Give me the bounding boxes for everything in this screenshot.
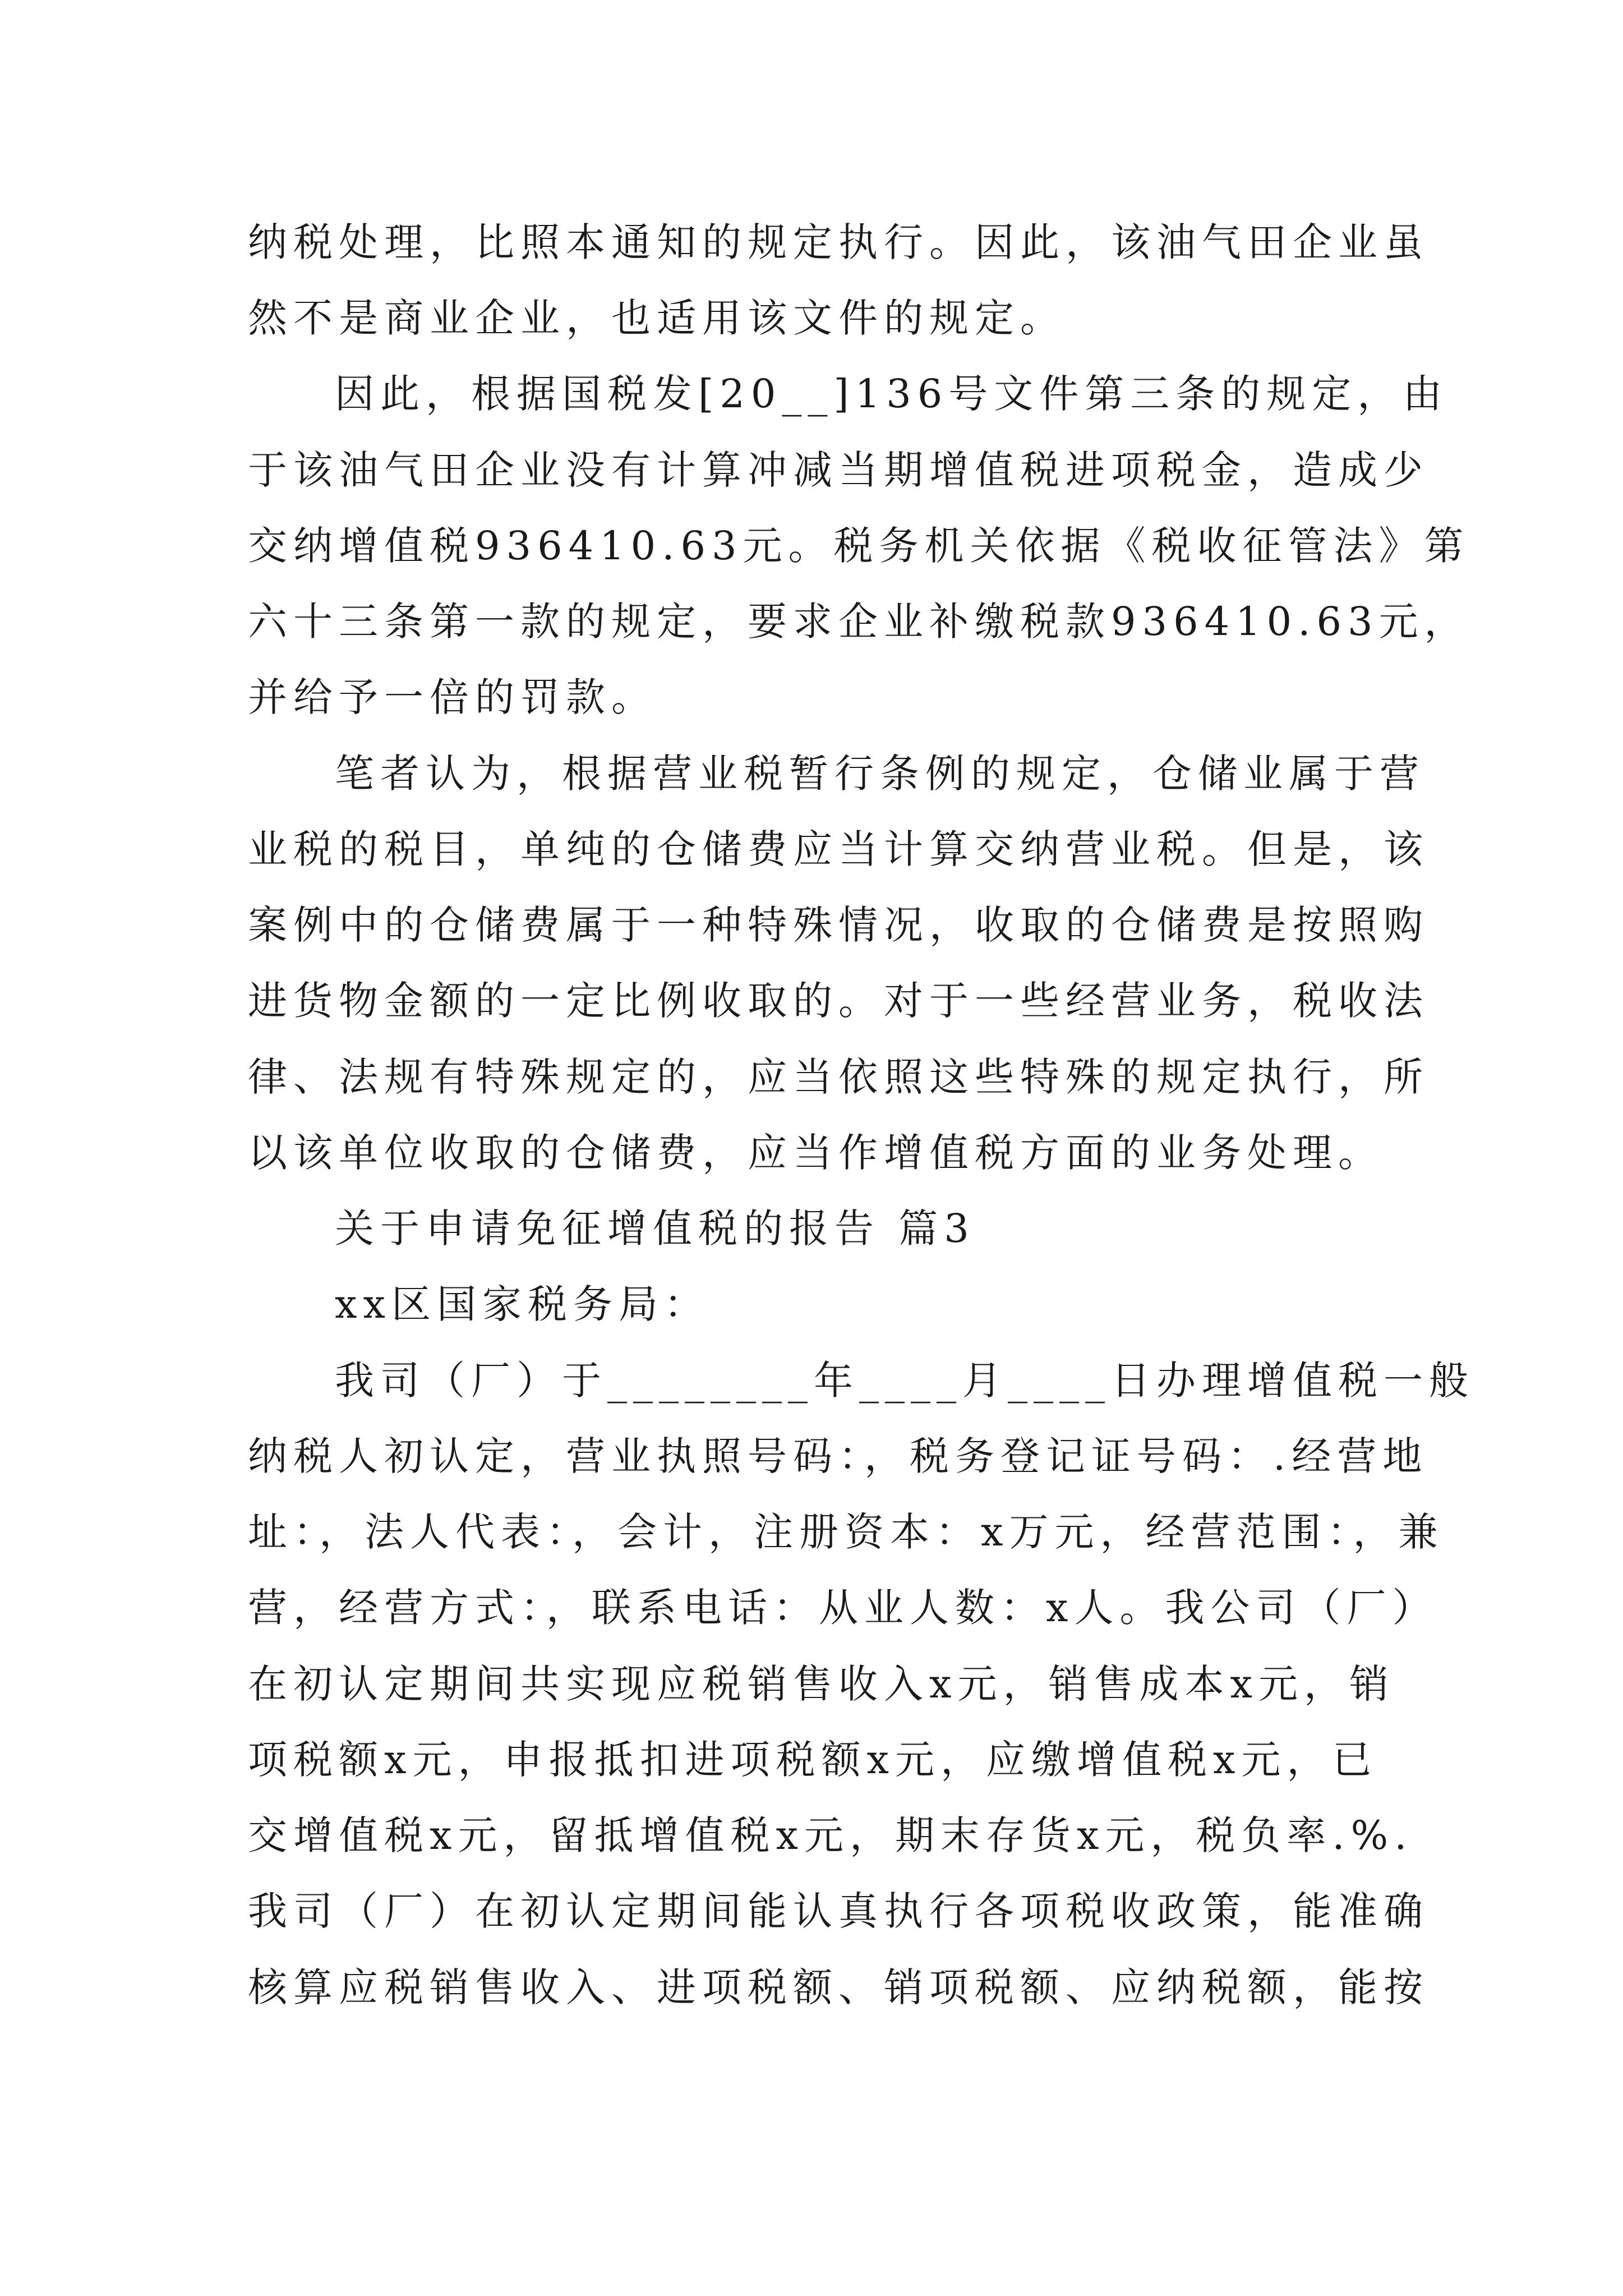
line-text: 进货物金额的一定比例收取的。对于一些经营业务，税收法 xyxy=(248,978,1429,1024)
text-line xyxy=(0,1341,1623,1420)
line-text: 因此，根据国税发[20__]136号文件第三条的规定，由 xyxy=(335,371,1449,417)
line-text: 在初认定期间共实现应税销售收入x元，销售成本x元，销 xyxy=(248,1661,1395,1707)
line-text: 六十三条第一款的规定，要求企业补缴税款936410.63元， xyxy=(248,599,1470,645)
line-text: 项税额x元，申报抵扣进项税额x元，应缴增值税x元，已 xyxy=(248,1737,1378,1783)
text-line xyxy=(0,734,1623,813)
line-text: 交增值税x元，留抵增值税x元，期末存货x元，税负率.%. xyxy=(248,1812,1413,1858)
line-text: 案例中的仓储费属于一种特殊情况，收取的仓储费是按照购 xyxy=(248,902,1429,948)
text-line xyxy=(0,1872,1623,1950)
text-line xyxy=(0,203,1623,282)
line-text: 并给予一倍的罚款。 xyxy=(248,674,657,720)
line-text: 纳税处理，比照本通知的规定执行。因此，该油气田企业虽 xyxy=(248,219,1429,265)
text-line xyxy=(0,1189,1623,1268)
text-line xyxy=(0,355,1623,433)
text-line xyxy=(0,886,1623,964)
text-line xyxy=(0,1038,1623,1116)
text-line xyxy=(0,279,1623,357)
text-line xyxy=(0,1568,1623,1647)
text-line xyxy=(0,1645,1623,1723)
text-line xyxy=(0,658,1623,737)
line-text: 然不是商业企业，也适用该文件的规定。 xyxy=(248,295,1066,341)
section-heading: 关于申请免征增值税的报告 篇3 xyxy=(335,1205,975,1251)
line-text: 业税的税目，单纯的仓储费应当计算交纳营业税。但是，该 xyxy=(248,826,1429,872)
text-line xyxy=(0,961,1623,1040)
text-line xyxy=(0,507,1623,585)
text-line xyxy=(0,1265,1623,1343)
line-text: 纳税人初认定，营业执照号码：，税务登记证号码：.经营地 xyxy=(248,1433,1428,1479)
line-text: 笔者认为，根据营业税暂行条例的规定，仓储业属于营 xyxy=(335,751,1425,797)
text-line xyxy=(0,1948,1623,2027)
line-text: 我司（厂）于________年____月____日办理增值税一般 xyxy=(335,1358,1474,1404)
line-text: 于该油气田企业没有计算冲减当期增值税进项税金，造成少 xyxy=(248,447,1429,493)
text-line xyxy=(0,1114,1623,1192)
addressee-line: xx区国家税务局： xyxy=(335,1281,709,1327)
line-text: 营，经营方式：，联系电话：从业人数：x人。我公司（厂） xyxy=(248,1585,1438,1631)
line-text: 核算应税销售收入、进项税额、销项税额、应纳税额，能按 xyxy=(248,1964,1429,2010)
text-line xyxy=(0,1796,1623,1875)
line-text: 址：，法人代表：，会计，注册资本：x万元，经营范围：，兼 xyxy=(248,1509,1444,1555)
line-text: 律、法规有特殊规定的，应当依照这些特殊的规定执行，所 xyxy=(248,1054,1429,1100)
line-text: 我司（厂）在初认定期间能认真执行各项税收政策，能准确 xyxy=(248,1888,1429,1934)
text-line xyxy=(0,810,1623,889)
text-line xyxy=(0,431,1623,509)
text-line xyxy=(0,1493,1623,1571)
text-line xyxy=(0,1417,1623,1496)
text-line xyxy=(0,1720,1623,1799)
line-text: 交纳增值税936410.63元。税务机关依据《税收征管法》第 xyxy=(248,523,1470,569)
line-text: 以该单位收取的仓储费，应当作增值税方面的业务处理。 xyxy=(248,1130,1384,1176)
text-line xyxy=(0,582,1623,661)
